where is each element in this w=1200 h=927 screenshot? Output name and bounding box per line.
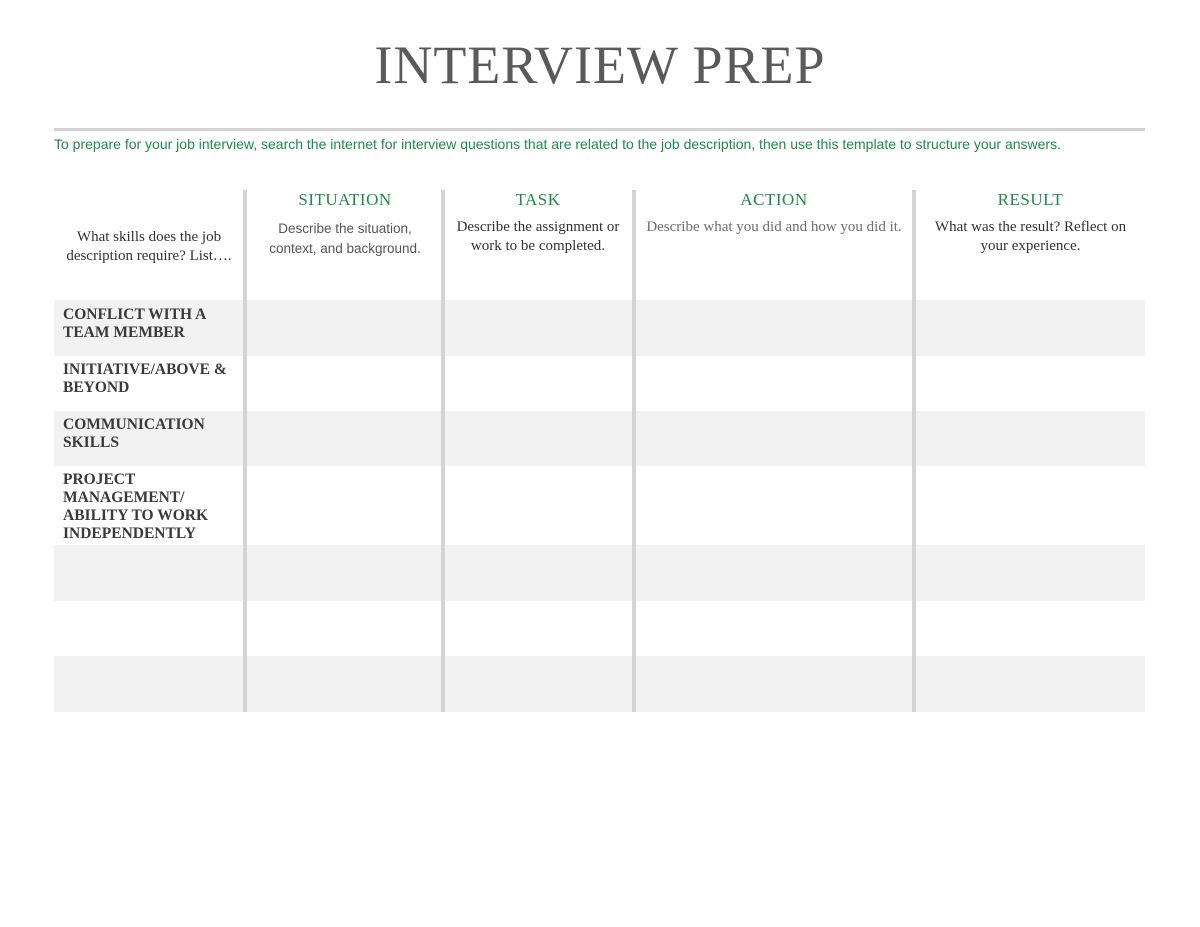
column-heading-task: TASK [515, 190, 561, 209]
row-label-initiative: INITIATIVE/ABOVE & BEYOND [63, 361, 227, 396]
column-description-action: Describe what you did and how you did it. [646, 219, 902, 235]
column-description-situation: Describe the situation, context, and background. [269, 221, 421, 256]
column-heading-situation: SITUATION [298, 190, 392, 209]
row-label-conflict: CONFLICT WITH A TEAM MEMBER [63, 306, 206, 341]
column-divider [441, 190, 445, 712]
title-divider [54, 128, 1145, 131]
column-divider [243, 190, 247, 712]
intro-text: To prepare for your job interview, search the internet for interview questions that are related to the job description, then use this template to structure your answers. [54, 136, 1061, 152]
row-label-communication: COMMUNICATION SKILLS [63, 416, 205, 451]
column-divider [912, 190, 916, 712]
column-heading-action: ACTION [740, 190, 808, 209]
column-description-task: Describe the assignment or work to be completed. [456, 219, 620, 254]
column-description-result: What was the result? Reflect on your experience. [934, 219, 1127, 254]
column-heading-result: RESULT [997, 190, 1064, 209]
skills-question: What skills does the job description require? List…. [66, 229, 232, 264]
row-label-project-management: PROJECT MANAGEMENT/ ABILITY TO WORK INDEPENDENTLY [63, 471, 209, 542]
star-table [54, 190, 1145, 712]
column-divider [632, 190, 636, 712]
page-title: INTERVIEW PREP [374, 35, 826, 95]
table-row [54, 601, 1145, 656]
table-row [54, 545, 1145, 601]
table-row [54, 656, 1145, 712]
